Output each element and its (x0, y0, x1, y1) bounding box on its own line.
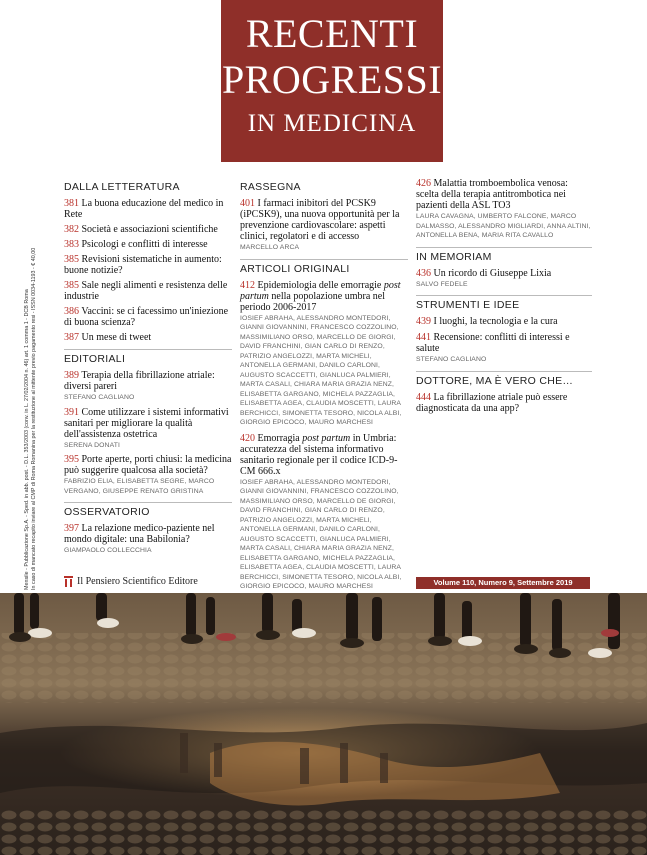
article-authors: GIAMPAOLO COLLECCHIA (64, 547, 152, 554)
article-title: Malattia tromboembolica venosa: scelta della terapia antitrombotica nei pazienti della ASL TO3 (416, 178, 568, 211)
publisher-name: Il Pensiero Scientifico Editore (77, 576, 198, 587)
article-page-number: 391 (64, 406, 79, 418)
article-title: Porte aperte, porti chiusi: la medicina può suggerire qualcosa alla società? (64, 454, 232, 476)
article-entry[interactable] (64, 332, 232, 343)
masthead-title-line2: PROGRESSI (221, 57, 443, 102)
article-title: Vaccini: se ci facessimo un'iniezione di buona scienza? (64, 306, 229, 328)
article-entry[interactable] (240, 280, 408, 428)
contents-column-2 (240, 178, 408, 597)
article-page-number: 412 (240, 279, 255, 291)
article-page-number: 382 (64, 224, 79, 235)
side-legal-text (24, 150, 38, 590)
article-entry[interactable] (64, 280, 232, 302)
article-entry[interactable] (416, 332, 592, 365)
article-page-number: 389 (64, 370, 79, 381)
article-title: Un ricordo di Giuseppe Lixia (433, 267, 552, 279)
article-authors: IOSIEF ABRAHA, ALESSANDRO MONTEDORI, GIANNI GIOVANNINI, FRANCESCO COZZOLINO, MASSIMILIANO ORSO, MARCELLO DE GIORGI, DAVID FRANCHINI, GIAN CARLO DI RENZO, PATRIZIO ANGELOZZI, MARTA MICHELI, ANTONELLA GERMANI, DANILO CARLONI, AUGUSTO SCACCETTI, GIANLUCA PALMIERI, MARTA CASALI, CHIARA MARIA GRAZIA NENZ, ELISABETTA GARGANO, MICHELA PAZZAGLIA, ELISABETTA AGEA, CLAUDIA MOSCETTI, LAURA BERCHICCI, SIMONETTA TESORO, NICOLA ALBI, GIORGIO EPICOCO, MAURO MARCHESI (240, 478, 402, 590)
article-authors: LAURA CAVAGNA, UMBERTO FALCONE, MARCO DALMASSO, ALESSANDRO MIGLIARDI, ANNA ALTINI, ANTONELLA BENA, MARIA RITA CAVALLO (416, 213, 591, 239)
article-page-number: 395 (64, 454, 79, 465)
article-title-line (64, 370, 232, 392)
article-entry[interactable] (416, 178, 592, 241)
cover-photo (0, 593, 647, 855)
article-title-line (64, 523, 232, 545)
article-title: La buona educazione del medico in Rete (64, 198, 224, 220)
article-entry[interactable] (416, 316, 592, 327)
article-authors: IOSIEF ABRAHA, ALESSANDRO MONTEDORI, GIANNI GIOVANNINI, FRANCESCO COZZOLINO, MASSIMILIANO ORSO, MARCELLO DE GIORGI, DAVID FRANCHINI, GIAN CARLO DI RENZO, PATRIZIO ANGELOZZI, MARTA MICHELI, ANTONELLA GERMANI, DANILO CARLONI, AUGUSTO SCACCETTI, GIANLUCA PALMIERI, MARTA CASALI, CHIARA MARIA GRAZIA NENZ, ELISABETTA GARGANO, MICHELA PAZZAGLIA, ELISABETTA AGEA, CLAUDIA MOSCETTI, LAURA BERCHICCI, SIMONETTA TESORO, NICOLA ALBI, GIORGIO EPICOCO, MAURO MARCHESI (240, 314, 402, 426)
article-title: Epidemiologia delle emorragie post partum nella popolazione umbra nel periodo 2006-2017 (240, 279, 401, 313)
article-entry[interactable] (240, 198, 408, 253)
publisher-emblem-icon (64, 576, 73, 587)
article-authors: SALVO FEDELE (416, 280, 468, 288)
article-authors: FABRIZIO ELIA, ELISABETTA SEGRE, MARCO VERGANO, GIUSEPPE RENATO GRISTINA (64, 478, 215, 495)
section-heading: STRUMENTI E IDEE (416, 295, 592, 311)
article-entry[interactable] (64, 306, 232, 328)
article-authors: STEFANO CAGLIANO (416, 356, 487, 363)
article-page-number: 387 (64, 332, 79, 343)
article-title: Emorragia post partum in Umbria: accuratezza del sistema informativo sanitario regionale per il codice ICD-9-CM 666.x (240, 432, 398, 477)
article-entry[interactable] (416, 392, 592, 414)
article-title-line (416, 268, 592, 279)
article-title-line (416, 178, 592, 211)
section-heading: IN MEMORIAM (416, 247, 592, 263)
contents-column-3 (416, 178, 592, 419)
article-entry[interactable] (64, 407, 232, 451)
article-title-line (64, 224, 232, 235)
article-page-number: 385 (64, 254, 79, 265)
article-entry[interactable] (64, 254, 232, 276)
article-entry[interactable] (64, 454, 232, 496)
article-authors: MARCELLO ARCA (240, 244, 300, 251)
section-heading: RASSEGNA (240, 181, 301, 193)
article-title-line (64, 306, 232, 328)
section-heading: ARTICOLI ORIGINALI (240, 259, 408, 275)
article-page-number: 383 (64, 239, 79, 250)
masthead-title-line1: RECENTI (245, 11, 419, 56)
article-entry[interactable] (64, 370, 232, 403)
article-page-number: 420 (240, 432, 255, 444)
article-title: Psicologi e conflitti di interesse (81, 239, 208, 250)
article-title: I luoghi, la tecnologia e la cura (433, 316, 558, 327)
article-title: Società e associazioni scientifiche (81, 224, 218, 235)
article-entry[interactable] (240, 433, 408, 592)
article-title: Un mese di tweet (81, 332, 152, 343)
article-entry[interactable] (64, 224, 232, 235)
section-heading: DOTTORE, MA È VERO CHE… (416, 371, 592, 387)
article-title: Come utilizzare i sistemi informativi sanitari per migliorare la qualità dell'assistenza ostetrica (64, 406, 229, 440)
article-title: I farmaci inibitori del PCSK9 (iPCSK9), una nuova opportunità per la prevenzione cardiovascolare: aspetti clinici, regolatori e di accesso (240, 198, 400, 242)
section-heading: DALLA LETTERATURA (64, 181, 180, 193)
article-title-line (64, 332, 232, 343)
article-title-line (64, 198, 232, 220)
publisher-logo (64, 576, 198, 587)
article-entry[interactable] (64, 198, 232, 220)
article-page-number: 385 (64, 280, 79, 291)
article-page-number: 397 (64, 523, 79, 534)
article-page-number: 426 (416, 178, 431, 189)
article-title: Sale negli alimenti e resistenza delle industrie (64, 280, 228, 302)
contents-column-1 (64, 178, 232, 560)
article-title: Recensione: conflitti di interessi e salute (416, 332, 570, 354)
article-title-line (240, 198, 408, 242)
article-entry[interactable] (416, 268, 592, 290)
article-title-line (64, 407, 232, 440)
article-entry[interactable] (64, 523, 232, 556)
article-page-number: 436 (416, 267, 431, 279)
article-title-line (64, 239, 232, 250)
article-title-line (416, 392, 592, 414)
article-title-line (64, 454, 232, 476)
article-page-number: 386 (64, 306, 79, 317)
article-title-line (240, 433, 408, 477)
side-legal-line: Mensile - Pubblicazione Sp.A. - Sped. in abb. post. - D.L. 353/2003 (conv. in L. 27/02/2004 n. 46) art. 1 comma 1 - DCB Roma (24, 289, 30, 590)
article-page-number: 439 (416, 316, 431, 327)
article-page-number: 401 (240, 198, 255, 209)
article-entry[interactable] (64, 239, 232, 250)
section-heading: OSSERVATORIO (64, 502, 232, 518)
cobblestone-crowd-photo (0, 593, 647, 855)
article-authors: SERENA DONATI (64, 441, 120, 449)
masthead-subtitle: IN MEDICINA (247, 110, 417, 137)
masthead (221, 0, 443, 162)
article-authors: STEFANO CAGLIANO (64, 394, 135, 401)
article-title: Revisioni sistematiche in aumento: buone notizie? (64, 254, 222, 276)
side-legal-line: In caso di mancato recapito inviare al CMP di Roma Romanina per la restituzione al mittente previo pagamento resi - ISSN 0034-1193 - € 40,00 (31, 247, 37, 590)
article-page-number: 381 (64, 198, 79, 209)
article-title-line (416, 316, 592, 327)
article-title: Terapia della fibrillazione atriale: diversi pareri (64, 370, 215, 392)
volume-badge: Volume 110, Numero 9, Settembre 2019 (416, 577, 590, 589)
article-title-line (64, 254, 232, 276)
article-title-line (416, 332, 592, 354)
article-page-number: 441 (416, 332, 431, 343)
section-heading: EDITORIALI (64, 349, 232, 365)
article-title-line (240, 280, 408, 313)
article-page-number: 444 (416, 391, 431, 403)
article-title: La fibrillazione atriale può essere diagnosticata da una app? (416, 391, 568, 414)
article-title: La relazione medico-paziente nel mondo digitale: una Babilonia? (64, 523, 215, 545)
article-title-line (64, 280, 232, 302)
